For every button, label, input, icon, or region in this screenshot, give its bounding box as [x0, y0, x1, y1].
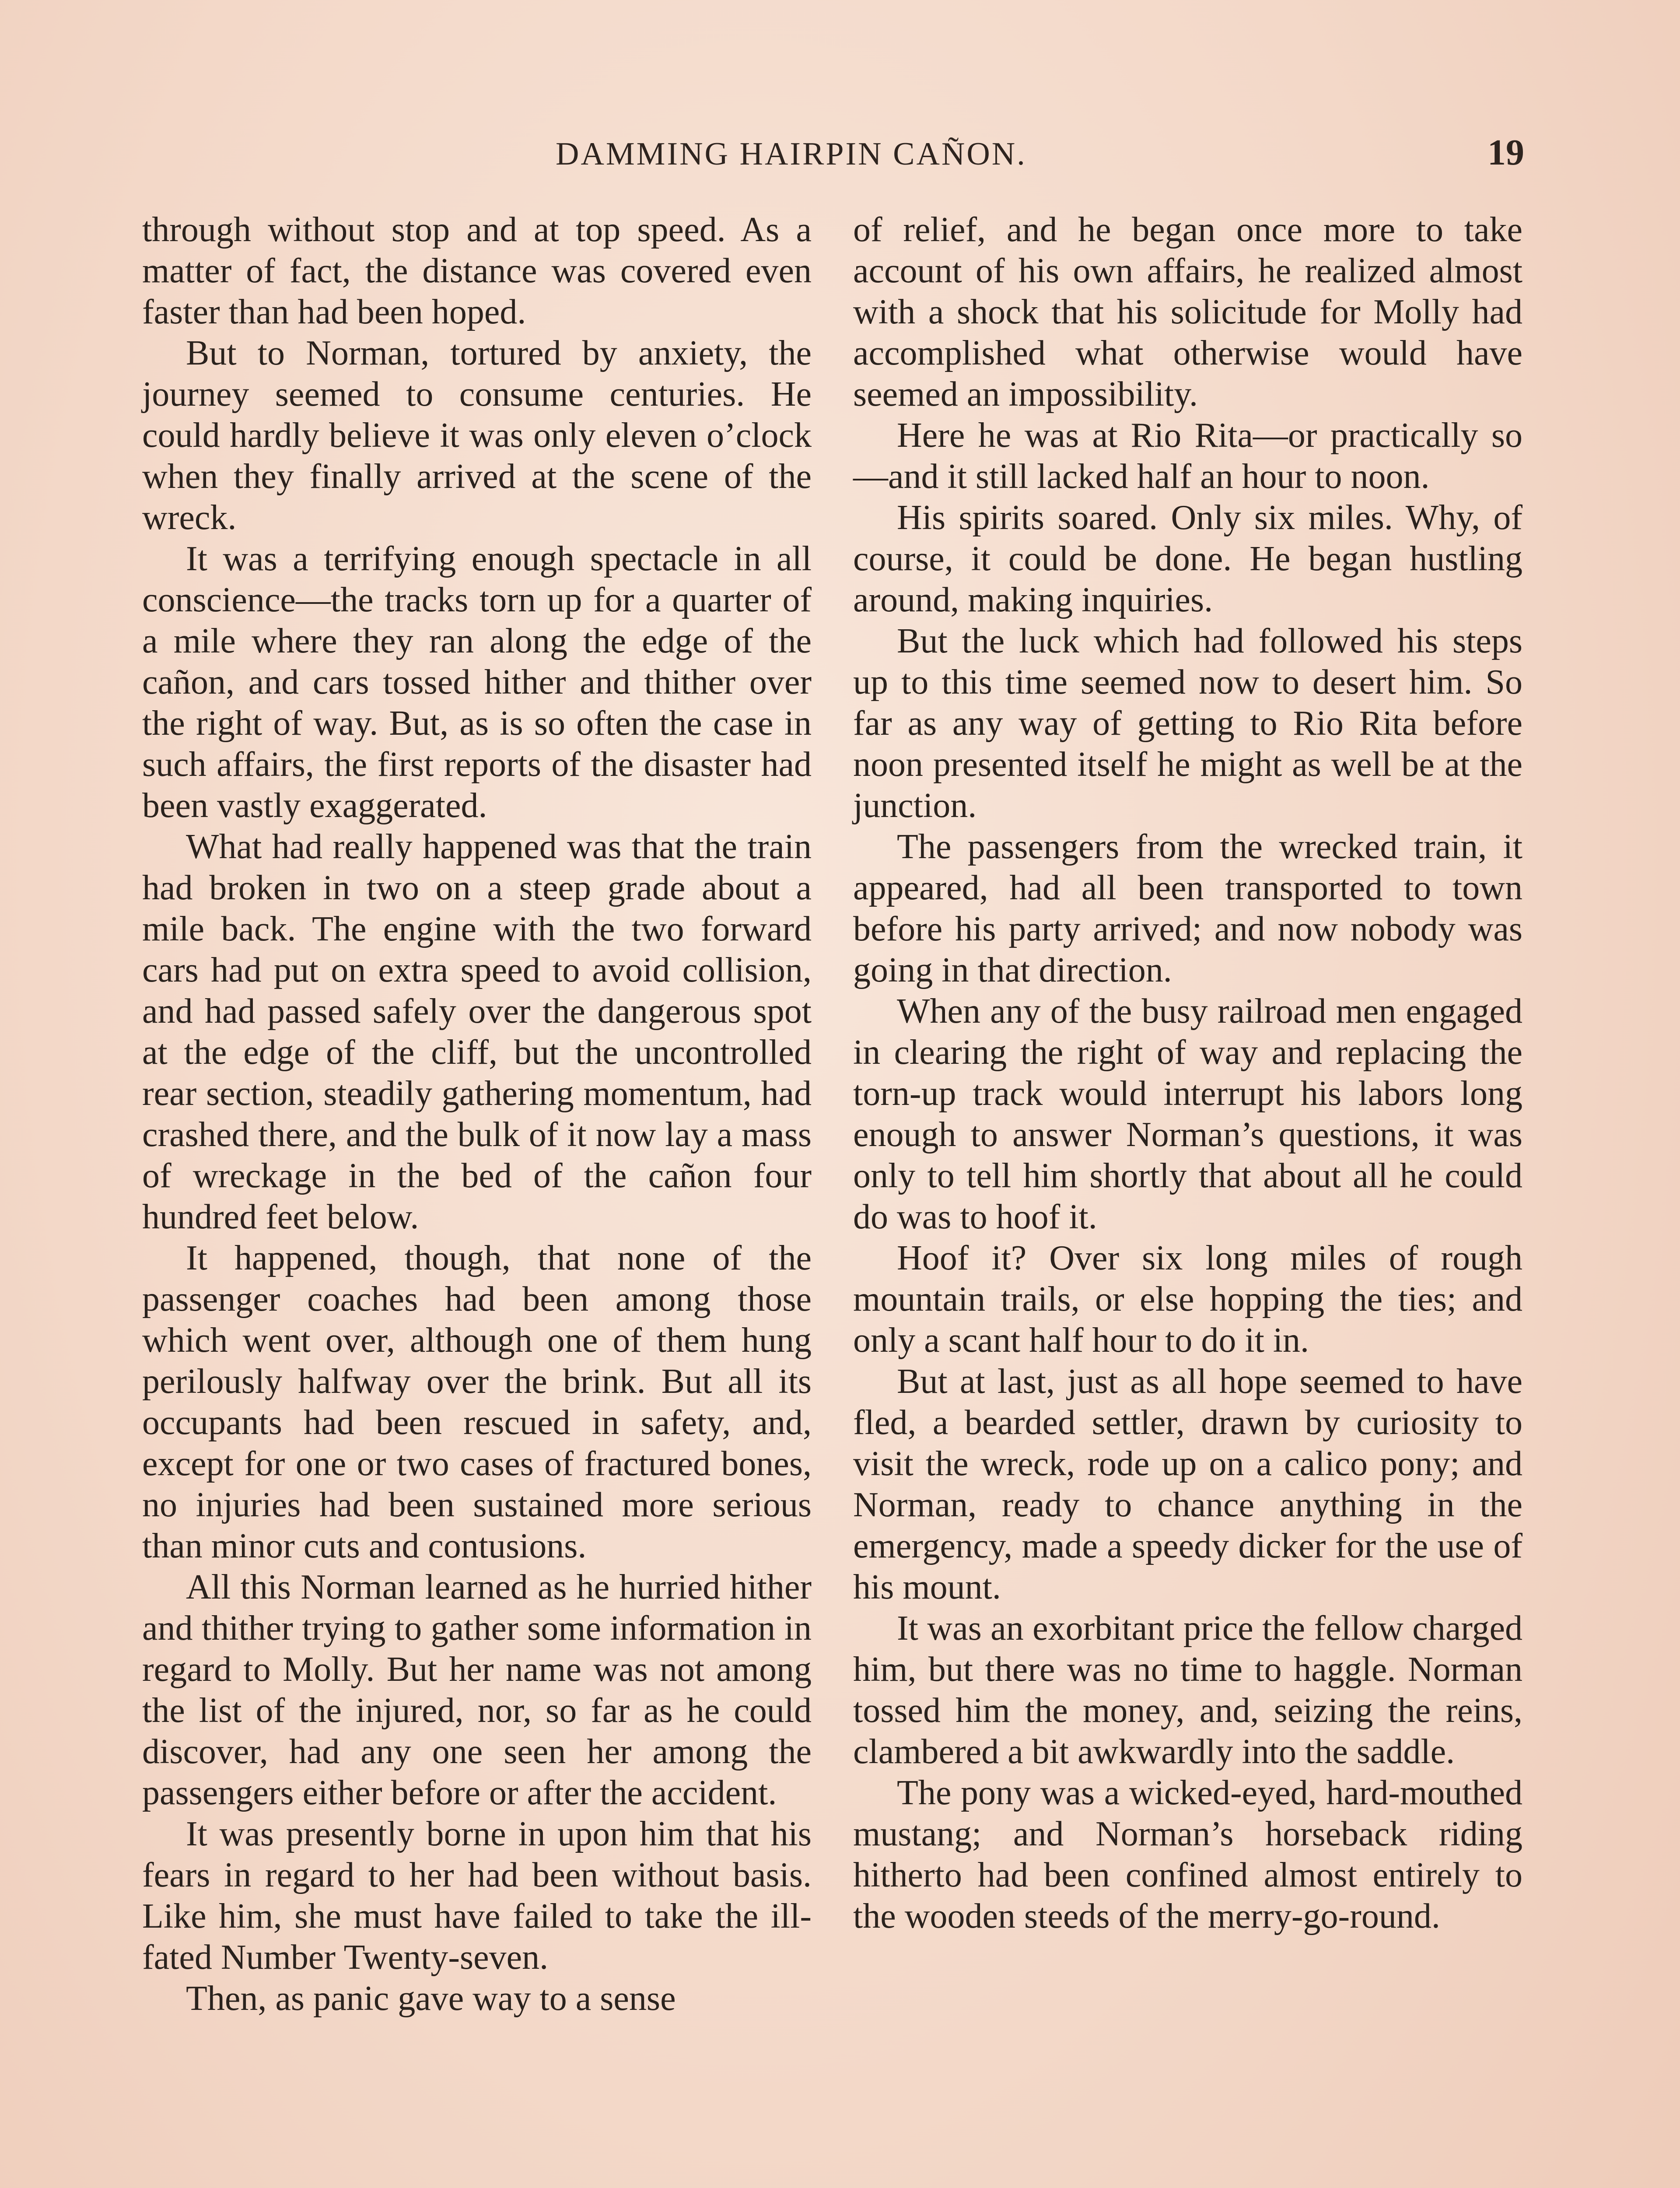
- paragraph: But the luck which had followed his steps up to this time seemed now to desert him. So far as any way of getting to Rio Rita before noon presented itself he might as well be at the junction.: [853, 622, 1522, 825]
- paragraph: It was a terrifying enough spectacle in all conscience—the tracks torn up for a quarter of a mile where they ran along the edge of the cañon, and cars tossed hither and thither over the right of way. But, as is so often the case in such affairs, the first reports of the disaster had been vastly exaggerated.: [142, 540, 812, 825]
- paragraph: What had really happened was that the train had broken in two on a steep grade about a mile back. The engine with the two forward cars had put on extra speed to avoid collision, and had passed safely over the dangerous spot at the edge of the cliff, but the uncontrolled rear section, steadily gathering momentum, had crashed there, and the bulk of it now lay a mass of wreckage in the bed of the cañon four hundred feet below.: [142, 828, 812, 1236]
- page-number: 19: [1488, 132, 1524, 173]
- running-head: [0, 131, 1680, 184]
- paragraph: through without stop and at top speed. As a matter of fact, the distance was covered even faster than had been hoped.: [142, 210, 812, 331]
- left-column: [142, 209, 812, 2019]
- paragraph: Hoof it? Over six long miles of rough mountain trails, or else hopping the ties; and only a scant half hour to do it in.: [853, 1239, 1522, 1360]
- paragraph: of relief, and he began once more to take account of his own affairs, he realized almost with a shock that his solicitude for Molly had accomplished what otherwise would have seemed an impossibility.: [853, 210, 1522, 414]
- paragraph: It was an exorbitant price the fellow charged him, but there was no time to haggle. Norman tossed him the money, and, seizing the reins, clambered a bit awkwardly into the saddle.: [853, 1609, 1522, 1771]
- running-title: DAMMING HAIRPIN CAÑON.: [556, 136, 1027, 172]
- paragraph: The passengers from the wrecked train, it appeared, had all been transported to town before his party arrived; and now nobody was going in that direction.: [853, 828, 1522, 989]
- paragraph: All this Norman learned as he hurried hither and thither trying to gather some information in regard to Molly. But her name was not among the list of the injured, nor, so far as he could discover, had any one seen her among the passengers either before or after the accident.: [142, 1568, 812, 1812]
- paragraph: The pony was a wicked-eyed, hard-mouthed mustang; and Norman’s horseback riding hitherto had been confined almost entirely to the wooden steeds of the merry-go-round.: [853, 1774, 1522, 1936]
- paragraph: When any of the busy railroad men engaged in clearing the right of way and replacing the torn-up track would interrupt his labors long enough to answer Norman’s questions, it was only to tell him shortly that about all he could do was to hoof it.: [853, 992, 1522, 1236]
- paragraph: His spirits soared. Only six miles. Why, of course, it could be done. He began hustling around, making inquiries.: [853, 498, 1522, 619]
- paragraph: But to Norman, tortured by anxiety, the journey seemed to consume centuries. He could hardly believe it was only eleven o’clock when they finally arrived at the scene of the wreck.: [142, 334, 812, 537]
- paragraph: But at last, just as all hope seemed to have fled, a bearded settler, drawn by curiosity to visit the wreck, rode up on a calico pony; and Norman, ready to chance anything in the emergency, made a speedy dicker for the use of his mount.: [853, 1362, 1522, 1606]
- paragraph: It was presently borne in upon him that his fears in regard to her had been without basis. Like him, she must have failed to take the ill-fated Number Twenty-seven.: [142, 1815, 812, 1977]
- paragraph: Here he was at Rio Rita—or practically so—and it still lacked half an hour to noon.: [853, 416, 1522, 496]
- right-column: [853, 209, 1522, 1937]
- paragraph: Then, as panic gave way to a sense: [186, 1979, 676, 2018]
- paragraph: It happened, though, that none of the passenger coaches had been among those which went over, although one of them hung perilously halfway over the brink. But all its occupants had been rescued in safety, and, except for one or two cases of fractured bones, no injuries had been sustained more serious than minor cuts and contusions.: [142, 1239, 812, 1565]
